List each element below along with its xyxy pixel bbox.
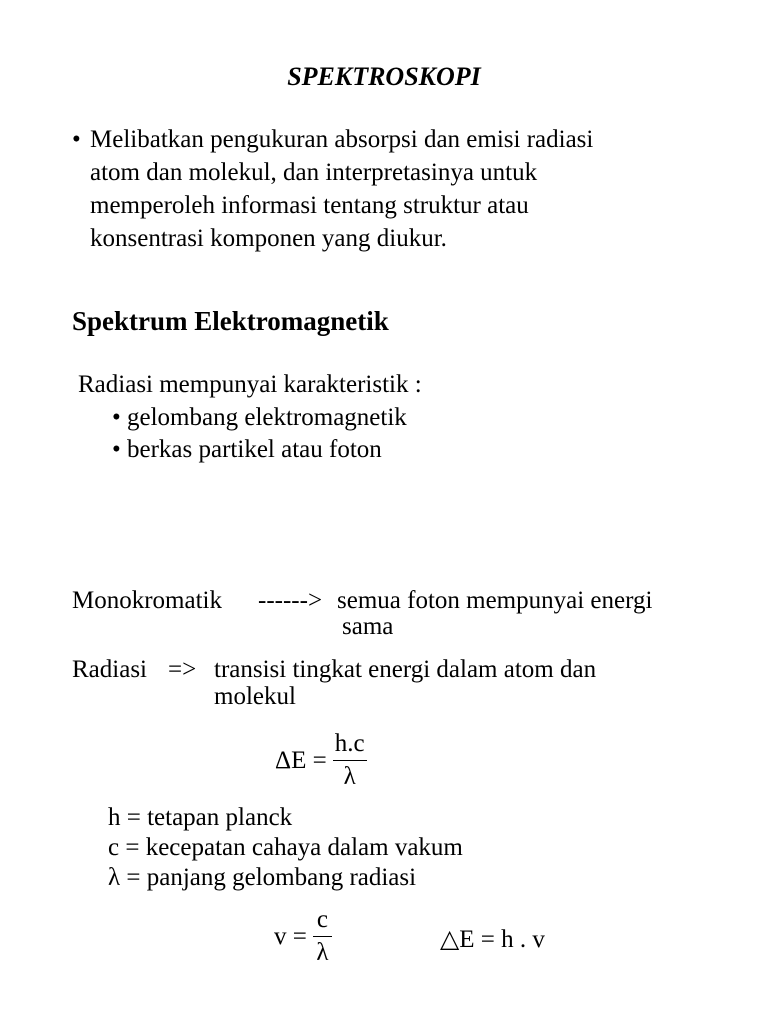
intro-line-2: atom dan molekul, dan interpretasinya untuk (90, 159, 538, 186)
frequency-formula (274, 906, 332, 967)
energy-formula (275, 730, 367, 791)
variable-definition-c: c = kecepatan cahaya dalam vakum (108, 834, 463, 861)
section-lead: Radiasi mempunyai karakteristik : (78, 371, 422, 398)
energy-frequency-formula: △E = h . v (440, 926, 545, 953)
definition-arrow: => (168, 656, 197, 683)
definition-text-line-2: molekul (214, 683, 296, 710)
definition-text-line-2: sama (342, 613, 394, 640)
denominator: λ (343, 763, 356, 790)
denominator: λ (316, 939, 329, 966)
fraction (333, 730, 367, 791)
intro-line-4: konsentrasi komponen yang diukur. (90, 225, 447, 252)
definition-text-line-1: transisi tingkat energi dalam atom dan (214, 656, 597, 683)
variable-definition-h: h = tetapan planck (108, 804, 293, 831)
characteristic-label: gelombang elektromagnetik (127, 404, 407, 431)
characteristic-label: berkas partikel atau foton (127, 436, 382, 463)
fraction (313, 906, 332, 967)
characteristic-item (112, 402, 407, 434)
characteristic-item (112, 434, 382, 466)
definition-term: Radiasi (72, 656, 147, 683)
definition-text-line-1: semua foton mempunyai energi (337, 587, 653, 614)
variable-definition-lambda: λ = panjang gelombang radiasi (108, 864, 417, 891)
formula-lhs: v = (274, 922, 307, 950)
page-title: SPEKTROSKOPI (287, 62, 481, 91)
numerator: c (313, 906, 332, 937)
definition-arrow: ------> (258, 587, 323, 614)
bullet-glyph: • (112, 404, 121, 431)
numerator: h.c (333, 730, 367, 761)
definition-term: Monokromatik (72, 587, 222, 614)
intro-line-1: Melibatkan pengukuran absorpsi dan emisi radiasi (90, 126, 594, 153)
intro-line-3: memperoleh informasi tentang struktur atau (90, 192, 529, 219)
formula-lhs: ΔE = (275, 746, 327, 774)
bullet-glyph: • (112, 436, 121, 463)
bullet-glyph: • (72, 126, 81, 153)
section-heading: Spektrum Elektromagnetik (72, 306, 389, 336)
